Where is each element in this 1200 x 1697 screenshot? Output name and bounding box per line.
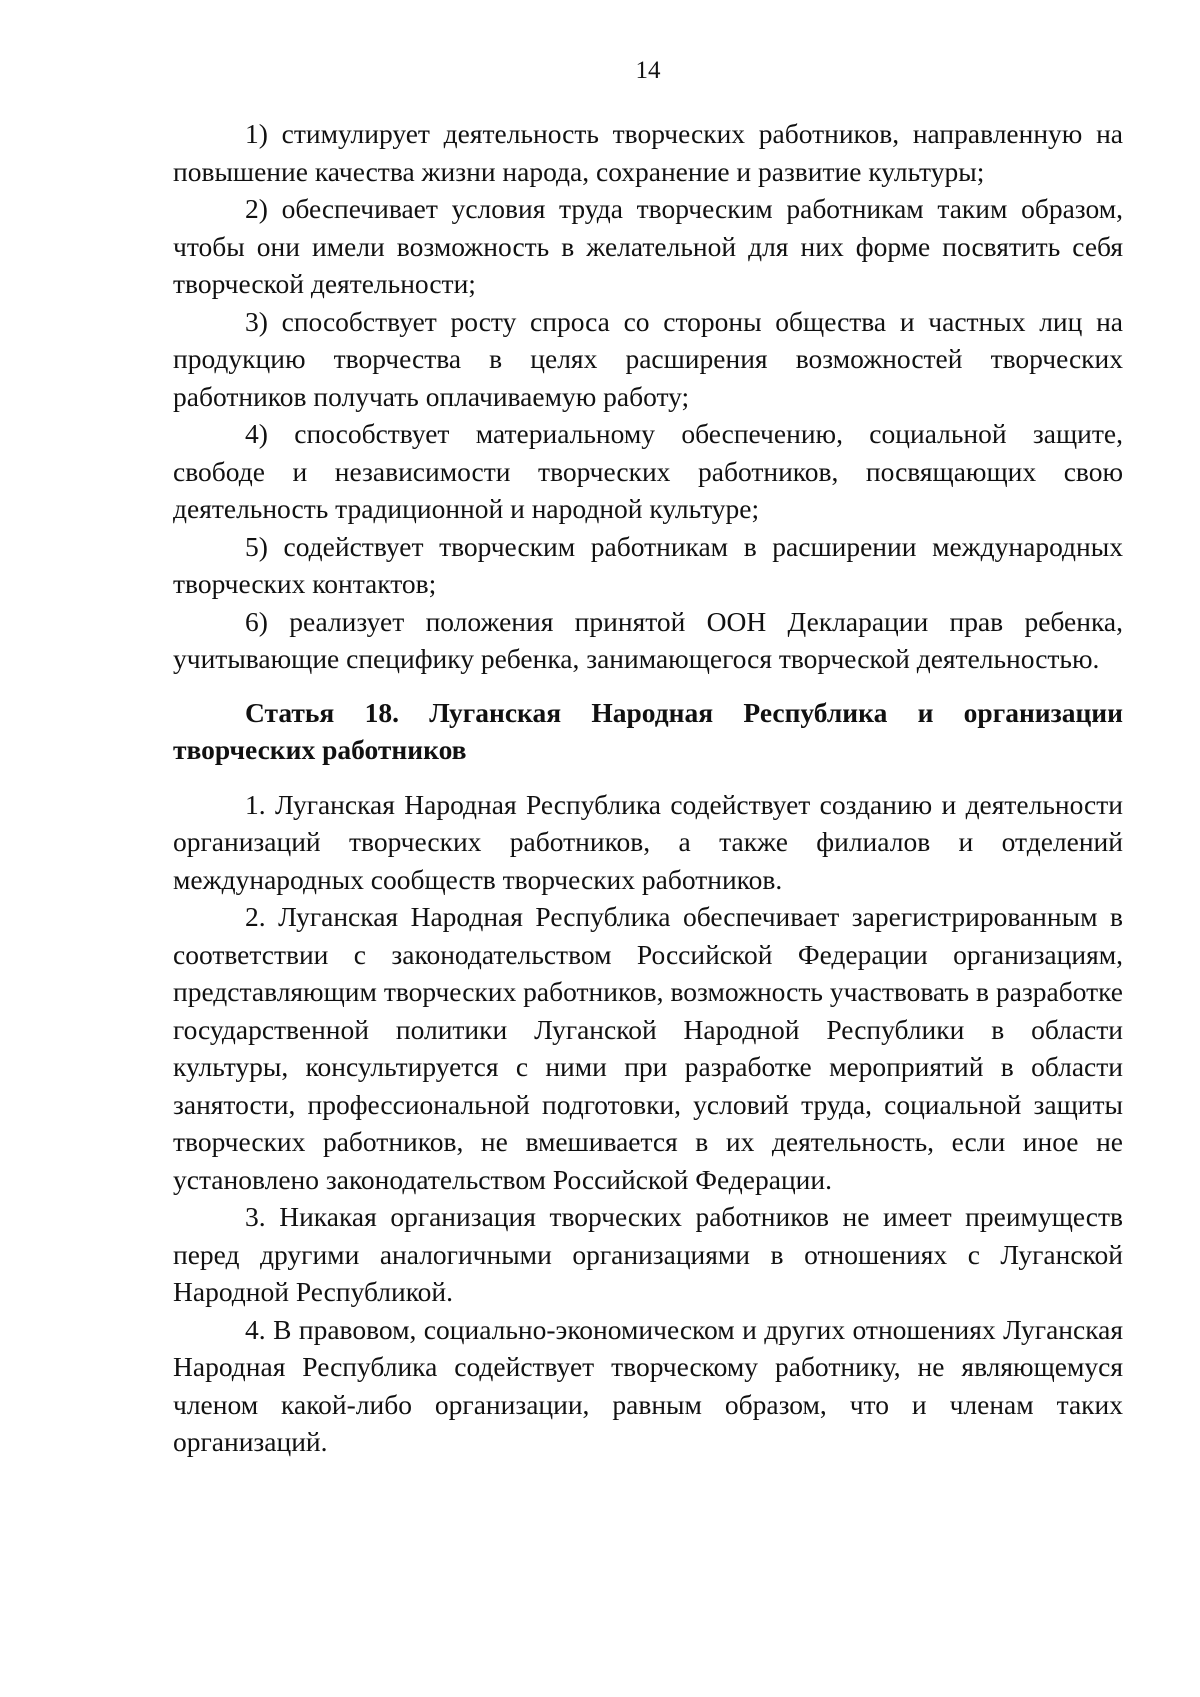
document-body <box>173 115 1123 1461</box>
list-item: 5) содействует творческим работникам в расширении международных творческих контактов; <box>173 530 1123 599</box>
article-paragraph: 4. В правовом, социально-экономическом и других отношениях Луганская Народная Республика содействует творческому работнику, не являющемуся членом какой-либо организации, равным образом, что и членам таких организаций. <box>173 1313 1123 1457</box>
list-item: 4) способствует материальному обеспечению, социальной защите, свободе и независимости творческих работников, посвящающих свою деятельность традиционной и народной культуре; <box>173 418 1123 524</box>
page-number: 14 <box>635 57 661 84</box>
article-paragraph: 3. Никакая организация творческих работников не имеет преимуществ перед другими аналогичными организациями в отношениях с Луганской Народной Республикой. <box>173 1201 1123 1307</box>
article-heading: Статья 18. Луганская Народная Республика и организации творческих работников <box>173 696 1123 765</box>
list-item: 1) стимулирует деятельность творческих работников, направленную на повышение качества жизни народа, сохранение и развитие культуры; <box>173 118 1123 187</box>
article-paragraph: 2. Луганская Народная Республика обеспечивает зарегистрированным в соответствии с законодательством Российской Федерации организациям, представляющим творческих работников, возможность участвовать в разработке государственной политики Луганской Народной Республики в области культуры, консультируется с ними при разработке мероприятий в области занятости, профессиональной подготовки, условий труда, социальной защиты творческих работников, не вмешивается в их деятельность, если иное не установлено законодательством Российской Федерации. <box>173 901 1123 1195</box>
article-paragraph: 1. Луганская Народная Республика содействует созданию и деятельности организаций творческих работников, а также филиалов и отделений международных сообществ творческих работников. <box>173 788 1123 895</box>
list-item: 6) реализует положения принятой ООН Декларации прав ребенка, учитывающие специфику ребенка, занимающегося творческой деятельностью. <box>173 605 1123 674</box>
list-item: 3) способствует росту спроса со стороны общества и частных лиц на продукцию творчества в целях расширения возможностей творческих работников получать оплачиваемую работу; <box>173 305 1123 412</box>
list-item: 2) обеспечивает условия труда творческим работникам таким образом, чтобы они имели возможность в желательной для них форме посвятить себя творческой деятельности; <box>173 193 1123 299</box>
